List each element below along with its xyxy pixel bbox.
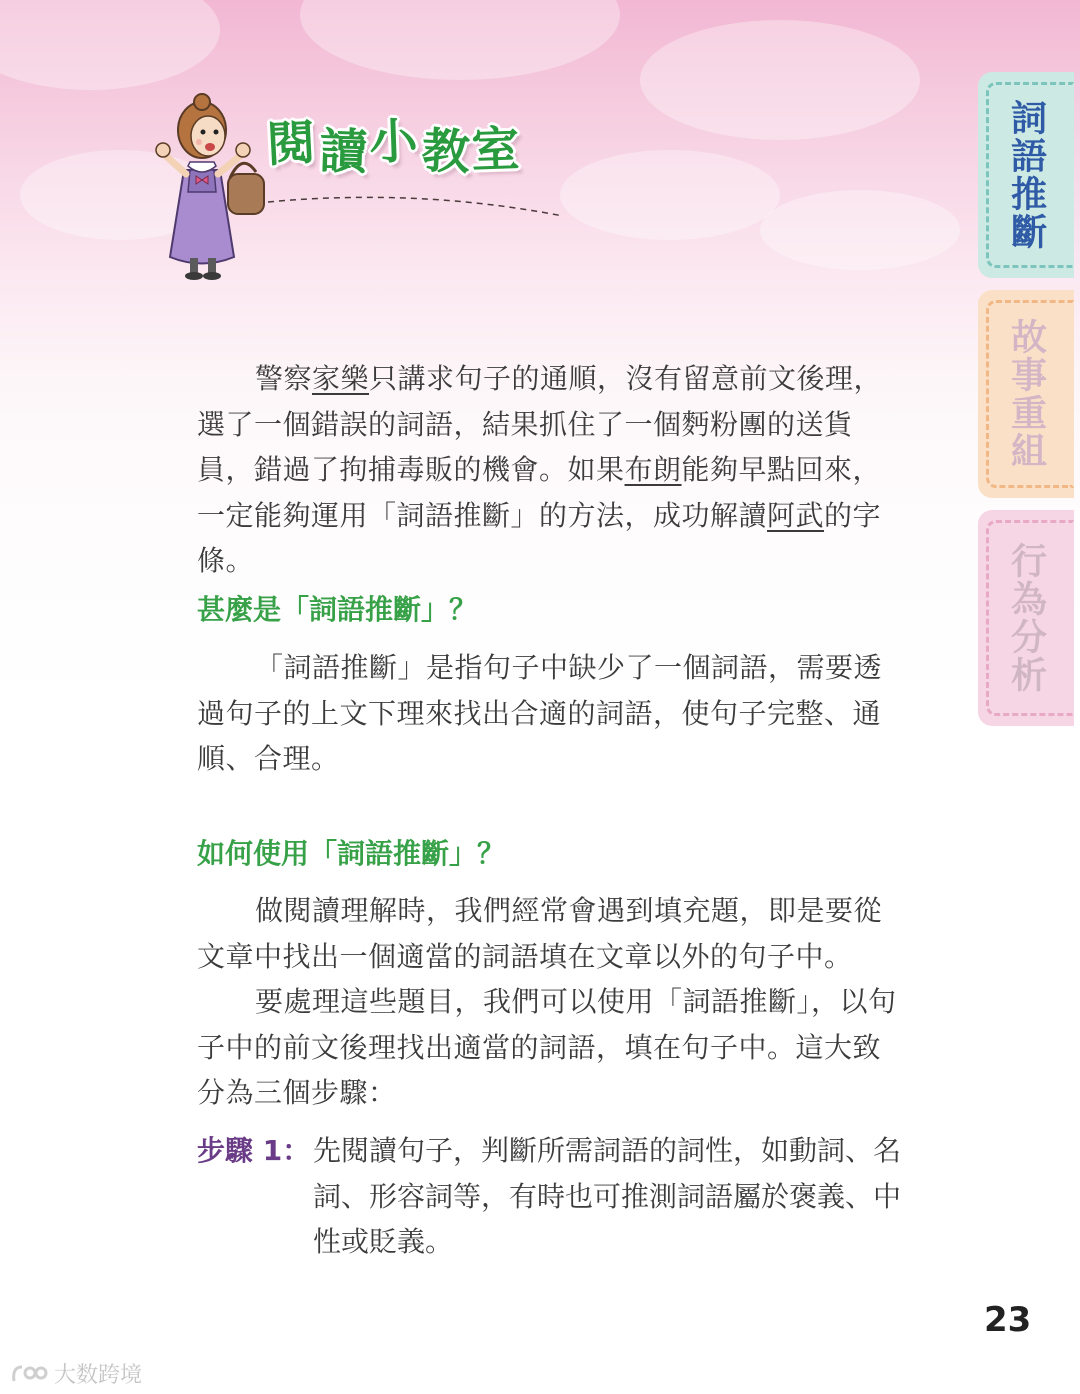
definition-paragraph: 「詞語推斷」是指句子中缺少了一個詞語，需要透過句子的上文下理來找出合適的詞語，使句子完整、通順、合理。 — [197, 651, 883, 775]
text-run: 警察 — [255, 362, 313, 395]
step-label: 步驟 1： — [197, 1134, 311, 1167]
title-char: 閱 — [265, 114, 317, 174]
title-char: 教 — [420, 122, 472, 182]
steps-intro-paragraph: 要處理這些題目，我們可以使用「詞語推斷」，以句子中的前文後理找出適當的詞語，填在句子中。這大致分為三個步驟： — [197, 985, 897, 1109]
tab-behavior-analysis[interactable] — [978, 510, 1074, 726]
title-underline — [268, 192, 568, 222]
step-text: 先閱讀句子，判斷所需詞語的詞性，如動詞、名詞、形容詞等，有時也可推測詞語屬於褒義、中性或貶義。 — [313, 1134, 902, 1258]
section2-block — [197, 888, 907, 1116]
background-cloud — [760, 190, 960, 270]
page-number: 23 — [984, 1300, 1032, 1340]
background-cloud — [560, 150, 780, 240]
text-run: 的字條。 — [197, 498, 882, 577]
background-cloud — [300, 0, 620, 80]
title-char: 讀 — [318, 123, 369, 181]
text-run: 能夠早點回來，一定能夠運用「詞語推斷」的方法，成功解讀 — [197, 453, 882, 532]
step-1 — [197, 1128, 907, 1265]
section-heading-what-is: 甚麼是「詞語推斷」？ — [197, 593, 478, 626]
title-char: 室 — [470, 121, 521, 179]
section-header — [150, 92, 580, 287]
background-cloud — [0, 0, 220, 90]
intro-paragraph — [197, 356, 907, 584]
watermark — [10, 1358, 142, 1389]
character-name: 家樂 — [312, 362, 370, 395]
background-cloud — [640, 20, 920, 140]
intro-block — [197, 356, 907, 584]
tab-word-inference[interactable] — [978, 72, 1074, 278]
watermark-text: 大数跨境 — [54, 1363, 143, 1388]
character-name: 阿武 — [767, 498, 825, 532]
tab-label: 詞語推斷 — [1005, 99, 1047, 251]
teacher-illustration — [150, 92, 275, 282]
usage-paragraph: 做閱讀理解時，我們經常會遇到填充題，即是要從文章中找出一個適當的詞語填在文章以外的句子中。 — [197, 894, 883, 973]
title-char: 小 — [368, 113, 419, 171]
text-run: 只講求句子的通順，沒有留意前文後理，選了一個錯誤的詞語，結果抓住了一個麪粉團的送貨員，錯過了拘捕毒販的機會。如果 — [197, 362, 883, 486]
section-heading-how-to-use: 如何使用「詞語推斷」？ — [197, 837, 506, 870]
page-title — [265, 113, 521, 198]
section1-block — [197, 645, 907, 782]
tab-label: 故事重組 — [1005, 318, 1047, 470]
watermark-logo-icon — [10, 1361, 50, 1387]
tab-story-reorder[interactable] — [978, 290, 1074, 498]
tab-label: 行為分析 — [1005, 542, 1047, 694]
character-name: 布朗 — [624, 453, 682, 486]
